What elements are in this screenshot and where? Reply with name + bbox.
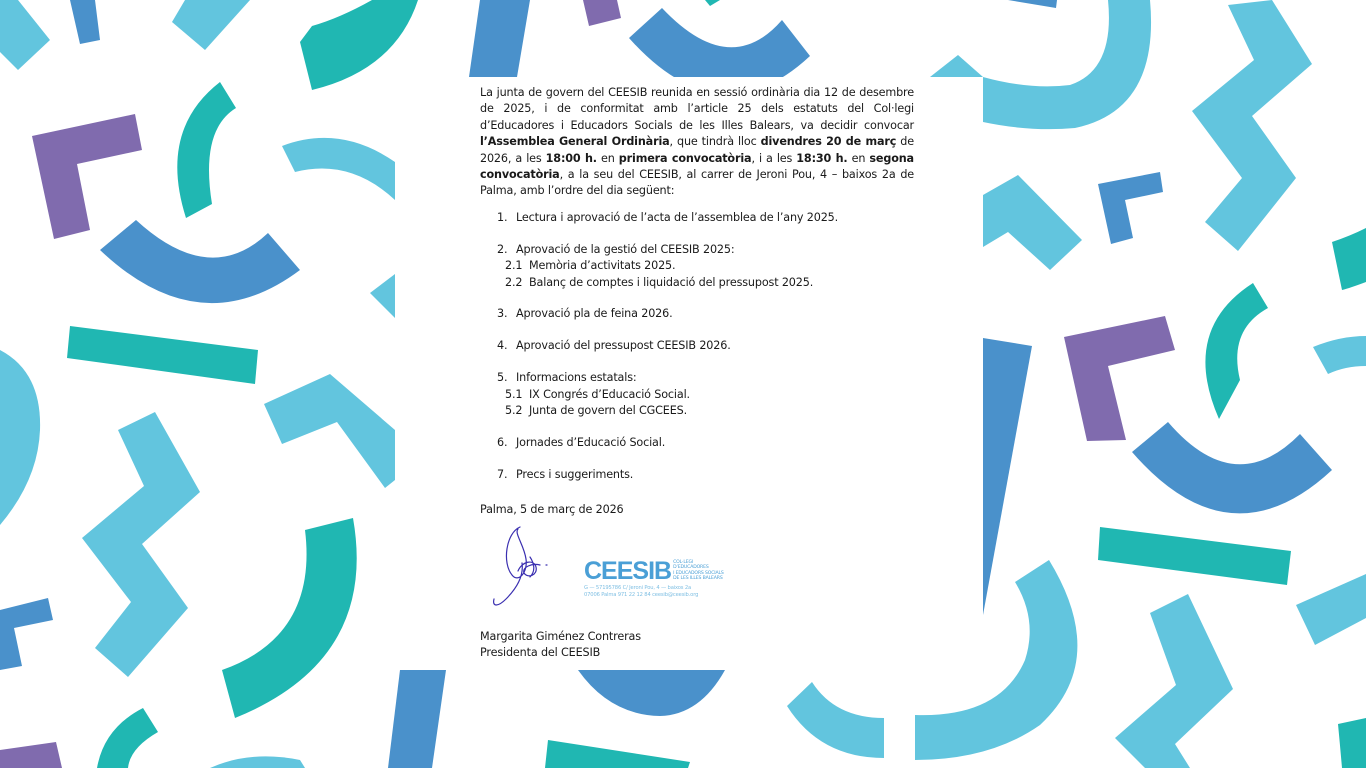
bg-shape [1332, 228, 1366, 290]
bg-shape [1008, 0, 1057, 8]
bg-shape [370, 274, 395, 318]
bg-shape [983, 0, 1151, 129]
intro-text: , i a les [751, 151, 797, 165]
signer-role: Presidenta del CEESIB [480, 646, 601, 660]
agenda-item [480, 435, 914, 451]
agenda-subtext: Balanç de comptes i liquidació del pressupost 2025. [529, 275, 814, 289]
logo-name [673, 560, 724, 582]
bg-shape [705, 0, 720, 6]
logo-address-line: G — 57195786 C/ Jeroni Pou, 4 — baixos 2a [584, 584, 692, 591]
agenda-text: Aprovació pla de feina 2026. [516, 307, 673, 321]
intro-bold: divendres 20 de març [760, 135, 897, 149]
logo-mark: CEESIB [584, 556, 672, 585]
bg-shape [1064, 316, 1175, 441]
intro-text: de 2026, a les [480, 135, 914, 165]
logo-name-line: DE LES ILLES BALEARS [673, 576, 723, 582]
place-date: Palma, 5 de març de 2026 [480, 503, 624, 517]
logo-name-line: COL·LEGI [673, 559, 694, 565]
signature-row [480, 521, 914, 621]
bg-shape [983, 175, 1082, 270]
bg-shape [0, 350, 40, 525]
bg-shape [1098, 172, 1163, 244]
bg-shape [222, 518, 357, 718]
agenda-subnumber: 2.2 [505, 275, 523, 289]
bg-shape [930, 55, 983, 77]
agenda-number: 7. [497, 467, 508, 481]
intro-text: , a la seu del CEESIB, al carrer de Jeroni Pou, 4 – baixos 2a de Palma, amb l’ordre del dia següent: [480, 168, 914, 198]
agenda-list [480, 210, 914, 483]
bg-shape [1313, 336, 1366, 374]
agenda-text: Precs i suggeriments. [516, 467, 634, 481]
agenda-text: Aprovació de la gestió del CEESIB 2025: [516, 242, 735, 256]
agenda-sublist [505, 387, 914, 420]
bg-shape [0, 598, 53, 670]
agenda-text: Aprovació del pressupost CEESIB 2026. [516, 339, 731, 353]
bg-shape [1115, 594, 1233, 768]
agenda-number: 3. [497, 307, 508, 321]
bg-shape [545, 740, 690, 768]
document-page [395, 77, 983, 670]
bg-shape [32, 114, 142, 239]
agenda-sublist [505, 258, 914, 291]
logo-name-line: I EDUCADORS SOCIALS [673, 570, 724, 576]
bg-shape [583, 0, 621, 26]
bg-shape [469, 0, 530, 77]
agenda-subitem [505, 275, 914, 291]
agenda-number: 2. [497, 242, 508, 256]
bg-shape [388, 670, 446, 768]
logo-name-line: D’EDUCADORES [673, 565, 709, 571]
agenda-subnumber: 5.2 [505, 404, 523, 418]
agenda-subtext: IX Congrés d’Educació Social. [529, 387, 690, 401]
bg-shape [177, 82, 236, 218]
agenda-number: 1. [497, 210, 508, 224]
agenda-subtext: Memòria d’activitats 2025. [529, 259, 676, 273]
handwritten-signature [484, 523, 574, 613]
intro-bold: 18:30 h. [796, 151, 848, 165]
agenda-text: Jornades d’Educació Social. [516, 436, 666, 449]
agenda-number: 4. [497, 339, 508, 353]
intro-text: , que tindrà lloc [669, 135, 761, 149]
signer-block [480, 629, 914, 662]
logo-address [584, 585, 734, 599]
agenda-number: 5. [497, 371, 508, 385]
bg-shape [264, 374, 395, 488]
agenda-subitem [505, 387, 914, 403]
agenda-subnumber: 5.1 [505, 387, 523, 401]
signer-name: Margarita Giménez Contreras [480, 629, 641, 643]
bg-shape [82, 412, 200, 677]
intro-bold: primera convocatòria [618, 151, 752, 165]
agenda-item [480, 306, 914, 322]
bg-shape [1192, 0, 1312, 251]
bg-shape [97, 708, 158, 768]
bg-shape [1098, 527, 1291, 585]
bg-shape [1132, 422, 1332, 513]
intro-bold: l’Assemblea General Ordinària [480, 135, 670, 149]
bg-shape [0, 742, 62, 768]
bg-shape [1338, 718, 1366, 768]
agenda-item [480, 467, 914, 483]
agenda-subitem [505, 403, 914, 419]
agenda-subitem [505, 258, 914, 274]
intro-text: en [847, 151, 870, 165]
agenda-subtext: Junta de govern del CGCEES. [529, 404, 688, 418]
intro-bold: 18:00 h. [545, 151, 597, 165]
agenda-item [480, 242, 914, 291]
agenda-text: Informacions estatals: [516, 371, 637, 385]
agenda-item [480, 370, 914, 419]
ceesib-logo [584, 556, 734, 599]
bg-shape [578, 670, 725, 716]
bg-shape [983, 338, 1032, 615]
bg-shape [100, 220, 300, 303]
intro-paragraph [480, 85, 914, 200]
bg-shape [0, 0, 50, 70]
bg-shape [67, 326, 258, 384]
bg-shape [1205, 283, 1268, 419]
logo-header [584, 556, 734, 585]
bg-shape [787, 682, 884, 758]
bg-shape [70, 0, 100, 44]
assembly-notice [480, 85, 914, 662]
bg-shape [282, 138, 395, 200]
agenda-item [480, 338, 914, 354]
bg-shape [210, 756, 305, 768]
agenda-text: Lectura i aprovació de l’acta de l’assemblea de l’any 2025. [516, 210, 839, 224]
intro-text: La junta de govern del CEESIB reunida en sessió ordinària dia 12 de desembre de 2025, i de conformitat amb l’article 25 dels estatuts del Col·legi d’Educadores i Educadors Socials de les Illes Balears, va decidir convocar [480, 86, 914, 132]
logo-address-line: 07006 Palma 971 22 12 84 ceesib@ceesib.org [584, 591, 699, 598]
bg-shape [172, 0, 250, 50]
intro-text: en [596, 151, 619, 165]
intro-bold: segona convocatòria [480, 151, 914, 182]
agenda-item [480, 210, 914, 226]
bg-shape [1296, 574, 1366, 645]
agenda-number: 6. [497, 436, 508, 449]
agenda-subnumber: 2.1 [505, 259, 523, 273]
